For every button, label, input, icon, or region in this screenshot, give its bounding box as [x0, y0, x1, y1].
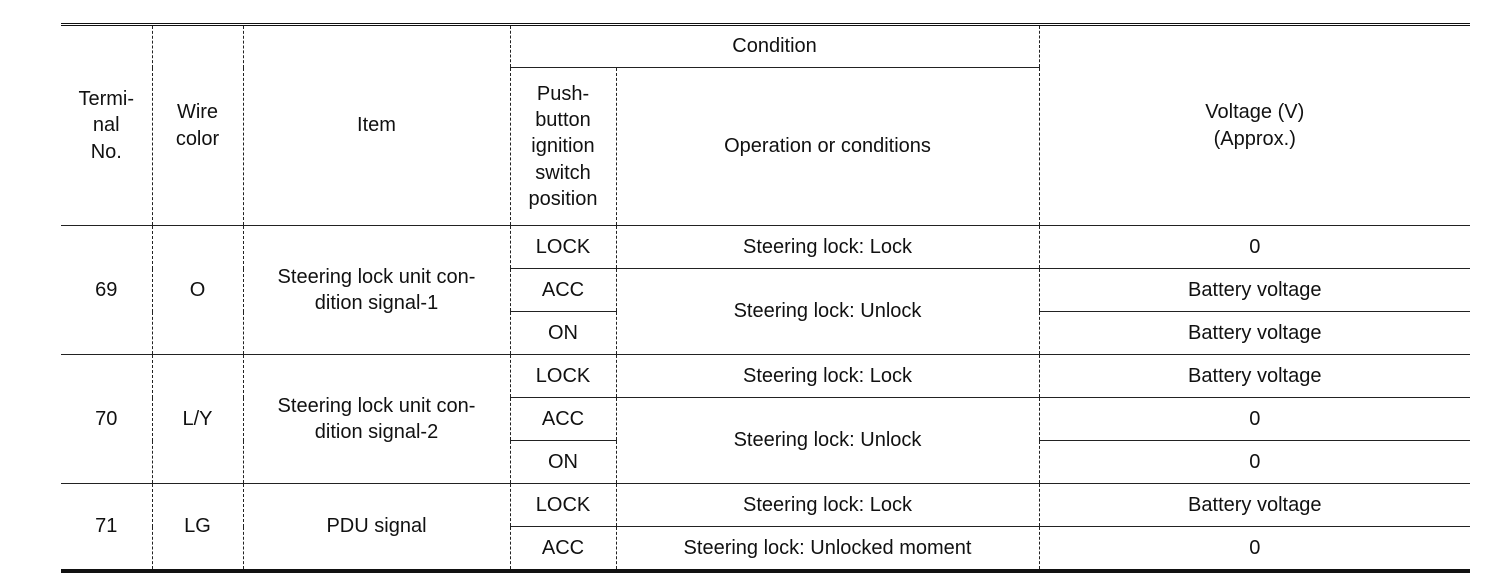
switch-position: ON — [510, 441, 616, 484]
voltage-value: 0 — [1039, 441, 1470, 484]
operation-condition: Steering lock: Unlock — [616, 269, 1039, 355]
switch-position-header: Push- button ignition switch position — [510, 68, 616, 226]
voltage-value: Battery voltage — [1039, 484, 1470, 527]
voltage-value: 0 — [1039, 398, 1470, 441]
switch-position: ACC — [510, 398, 616, 441]
switch-position: LOCK — [510, 226, 616, 269]
table-row — [61, 226, 1470, 269]
item-name: PDU signal — [243, 484, 510, 572]
operation-header: Operation or conditions — [616, 68, 1039, 226]
terminal-no-header: Termi- nal No. — [61, 25, 152, 226]
operation-condition: Steering lock: Unlocked moment — [616, 527, 1039, 572]
table-row — [61, 484, 1470, 527]
switch-position: ACC — [510, 269, 616, 312]
item-header: Item — [243, 25, 510, 226]
wire-color: L/Y — [152, 355, 243, 484]
terminal-no: 69 — [61, 226, 152, 355]
switch-position: ACC — [510, 527, 616, 572]
operation-condition: Steering lock: Unlock — [616, 398, 1039, 484]
voltage-value: Battery voltage — [1039, 269, 1470, 312]
condition-header: Condition — [510, 25, 1039, 68]
switch-position: LOCK — [510, 484, 616, 527]
switch-position: LOCK — [510, 355, 616, 398]
terminal-no: 71 — [61, 484, 152, 572]
terminal-no: 70 — [61, 355, 152, 484]
voltage-header: Voltage (V) (Approx.) — [1039, 25, 1470, 226]
table-row — [61, 355, 1470, 398]
wire-color: LG — [152, 484, 243, 572]
item-name: Steering lock unit con- dition signal-1 — [243, 226, 510, 355]
wire-color: O — [152, 226, 243, 355]
operation-condition: Steering lock: Lock — [616, 226, 1039, 269]
voltage-value: Battery voltage — [1039, 312, 1470, 355]
terminal-spec-table — [61, 23, 1470, 573]
voltage-value: Battery voltage — [1039, 355, 1470, 398]
header-row — [61, 25, 1470, 68]
voltage-value: 0 — [1039, 527, 1470, 572]
operation-condition: Steering lock: Lock — [616, 355, 1039, 398]
operation-condition: Steering lock: Lock — [616, 484, 1039, 527]
item-name: Steering lock unit con- dition signal-2 — [243, 355, 510, 484]
wire-color-header: Wire color — [152, 25, 243, 226]
voltage-value: 0 — [1039, 226, 1470, 269]
switch-position: ON — [510, 312, 616, 355]
